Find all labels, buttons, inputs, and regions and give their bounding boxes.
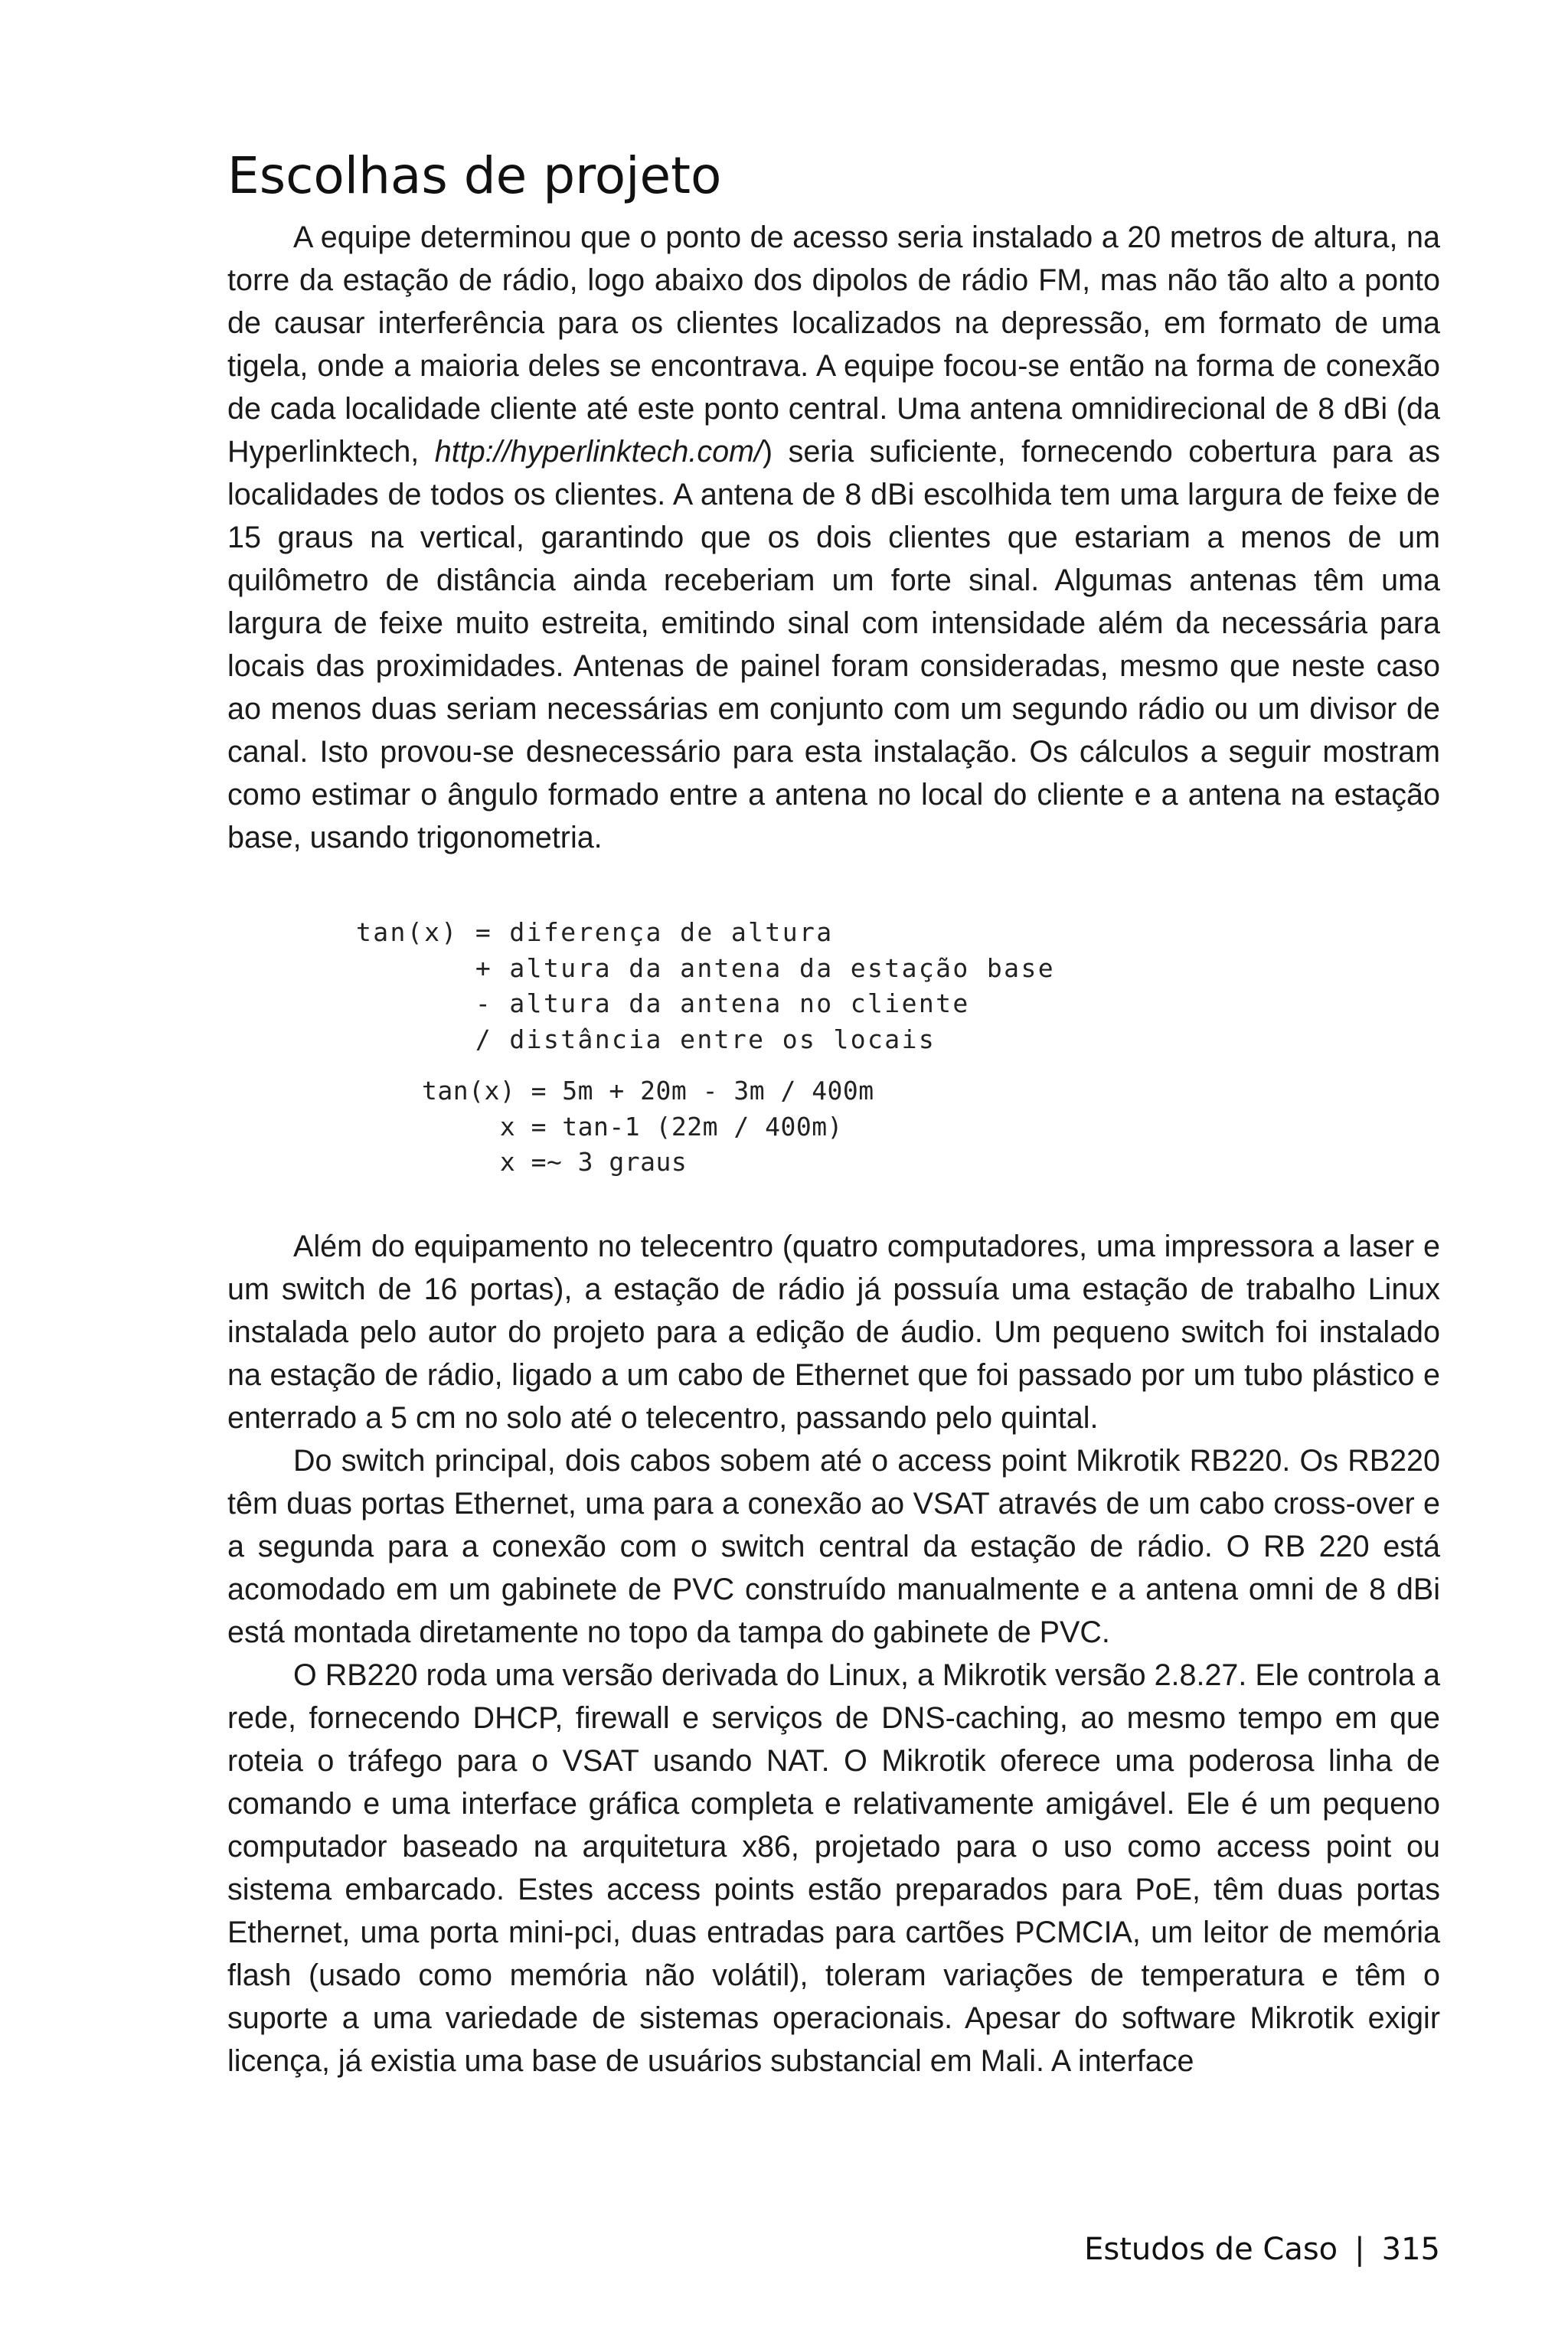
section-heading: Escolhas de projeto bbox=[227, 146, 722, 205]
paragraph-design-choices bbox=[227, 216, 1440, 859]
book-page bbox=[227, 0, 1440, 2352]
paragraph-rb220: O RB220 roda uma versão derivada do Linux, a Mikrotik versão 2.8.27. Ele controla a rede, fornecendo DHCP, firewall e serviços de DNS-caching, ao mesmo tempo em que roteia o tráfego para o VSAT usando NAT. O Mikrotik oferece uma poderosa linha de comando e uma interface gráfica completa e relativamente amigável. Ele é um pequeno computador baseado na arquitetura x86, projetado para o uso como access point ou sistema embarcado. Estes access points estão preparados para PoE, têm duas portas Ethernet, uma porta mini-pci, duas entradas para cartões PCMCIA, um leitor de memória flash (usado como memória não volátil), toleram variações de temperatura e têm o suporte a uma variedade de sistemas operacionais. Apesar do software Mikrotik exigir licença, já existia uma base de usuários substancial em Mali. A interface bbox=[227, 1658, 1440, 2078]
footer-section-title: Estudos de Caso bbox=[1084, 2232, 1338, 2267]
text-block-top bbox=[227, 216, 1440, 859]
paragraph-text-end: ) seria suficiente, fornecendo cobertura para as localidades de todos os clientes. A antena de 8 dBi escolhida tem uma largura de feixe de 15 graus na vertical, garantindo que os dois clientes que estariam a menos de um quilômetro de distância ainda receberiam um forte sinal. Algumas antenas têm uma largura de feixe muito estreita, emitindo sinal com intensidade além da necessária para locais das proximidades. Antenas de painel foram consideradas, mesmo que neste caso ao menos duas seriam necessárias em conjunto com um segundo rádio ou um divisor de canal. Isto provou-se desnecessário para esta instalação. Os cálculos a seguir mostram como estimar o ângulo formado entre a antena no local do cliente e a antena na estação base, usando trigonometria. bbox=[227, 435, 1440, 854]
paragraph-telecentro: Além do equipamento no telecentro (quatro computadores, uma impressora a laser e um switch de 16 portas), a estação de rádio já possuía uma estação de trabalho Linux instalada pelo autor do projeto para a edição de áudio. Um pequeno switch foi instalado na estação de rádio, ligado a um cabo de Ethernet que foi passado por um tubo plástico e enterrado a 5 cm no solo até o telecentro, passando pelo quintal. bbox=[227, 1230, 1440, 1435]
paragraph-switch: Do switch principal, dois cabos sobem até o access point Mikrotik RB220. Os RB220 têm duas portas Ethernet, uma para a conexão ao VSAT através de um cabo cross-over e a segunda para a conexão com o switch central da estação de rádio. O RB 220 está acomodado em um gabinete de PVC construído manualmente e a antena omni de 8 dBi está montada diretamente no topo da tampa do gabinete de PVC. bbox=[227, 1444, 1440, 1649]
page-footer bbox=[1084, 2228, 1440, 2271]
page-number: 315 bbox=[1381, 2232, 1440, 2267]
calculation-code-block: tan(x) = 5m + 20m - 3m / 400m x = tan-1 (22m / 400m) x =~ 3 graus bbox=[422, 1076, 874, 1177]
footer-separator: | bbox=[1354, 2232, 1365, 2267]
text-block-bottom bbox=[227, 1225, 1440, 2082]
paragraph-text-start: A equipe determinou que o ponto de acesso seria instalado a 20 metros de altura, na torre da estação de rádio, logo abaixo dos dipolos de rádio FM, mas não tão alto a ponto de causar interferência para os clientes localizados na depressão, em formato de uma tigela, onde a maioria deles se encontrava. A equipe focou-se então na forma de conexão de cada localidade cliente até este ponto central. Uma antena omnidirecional de 8 dBi (da Hyperlinktech, bbox=[227, 220, 1440, 469]
url-hyperlinktech: http://hyperlinktech.com/ bbox=[434, 435, 763, 469]
formula-code-block: tan(x) = diferença de altura + altura da antena da estação base - altura da antena no cliente / distância entre os locais bbox=[356, 917, 1055, 1054]
